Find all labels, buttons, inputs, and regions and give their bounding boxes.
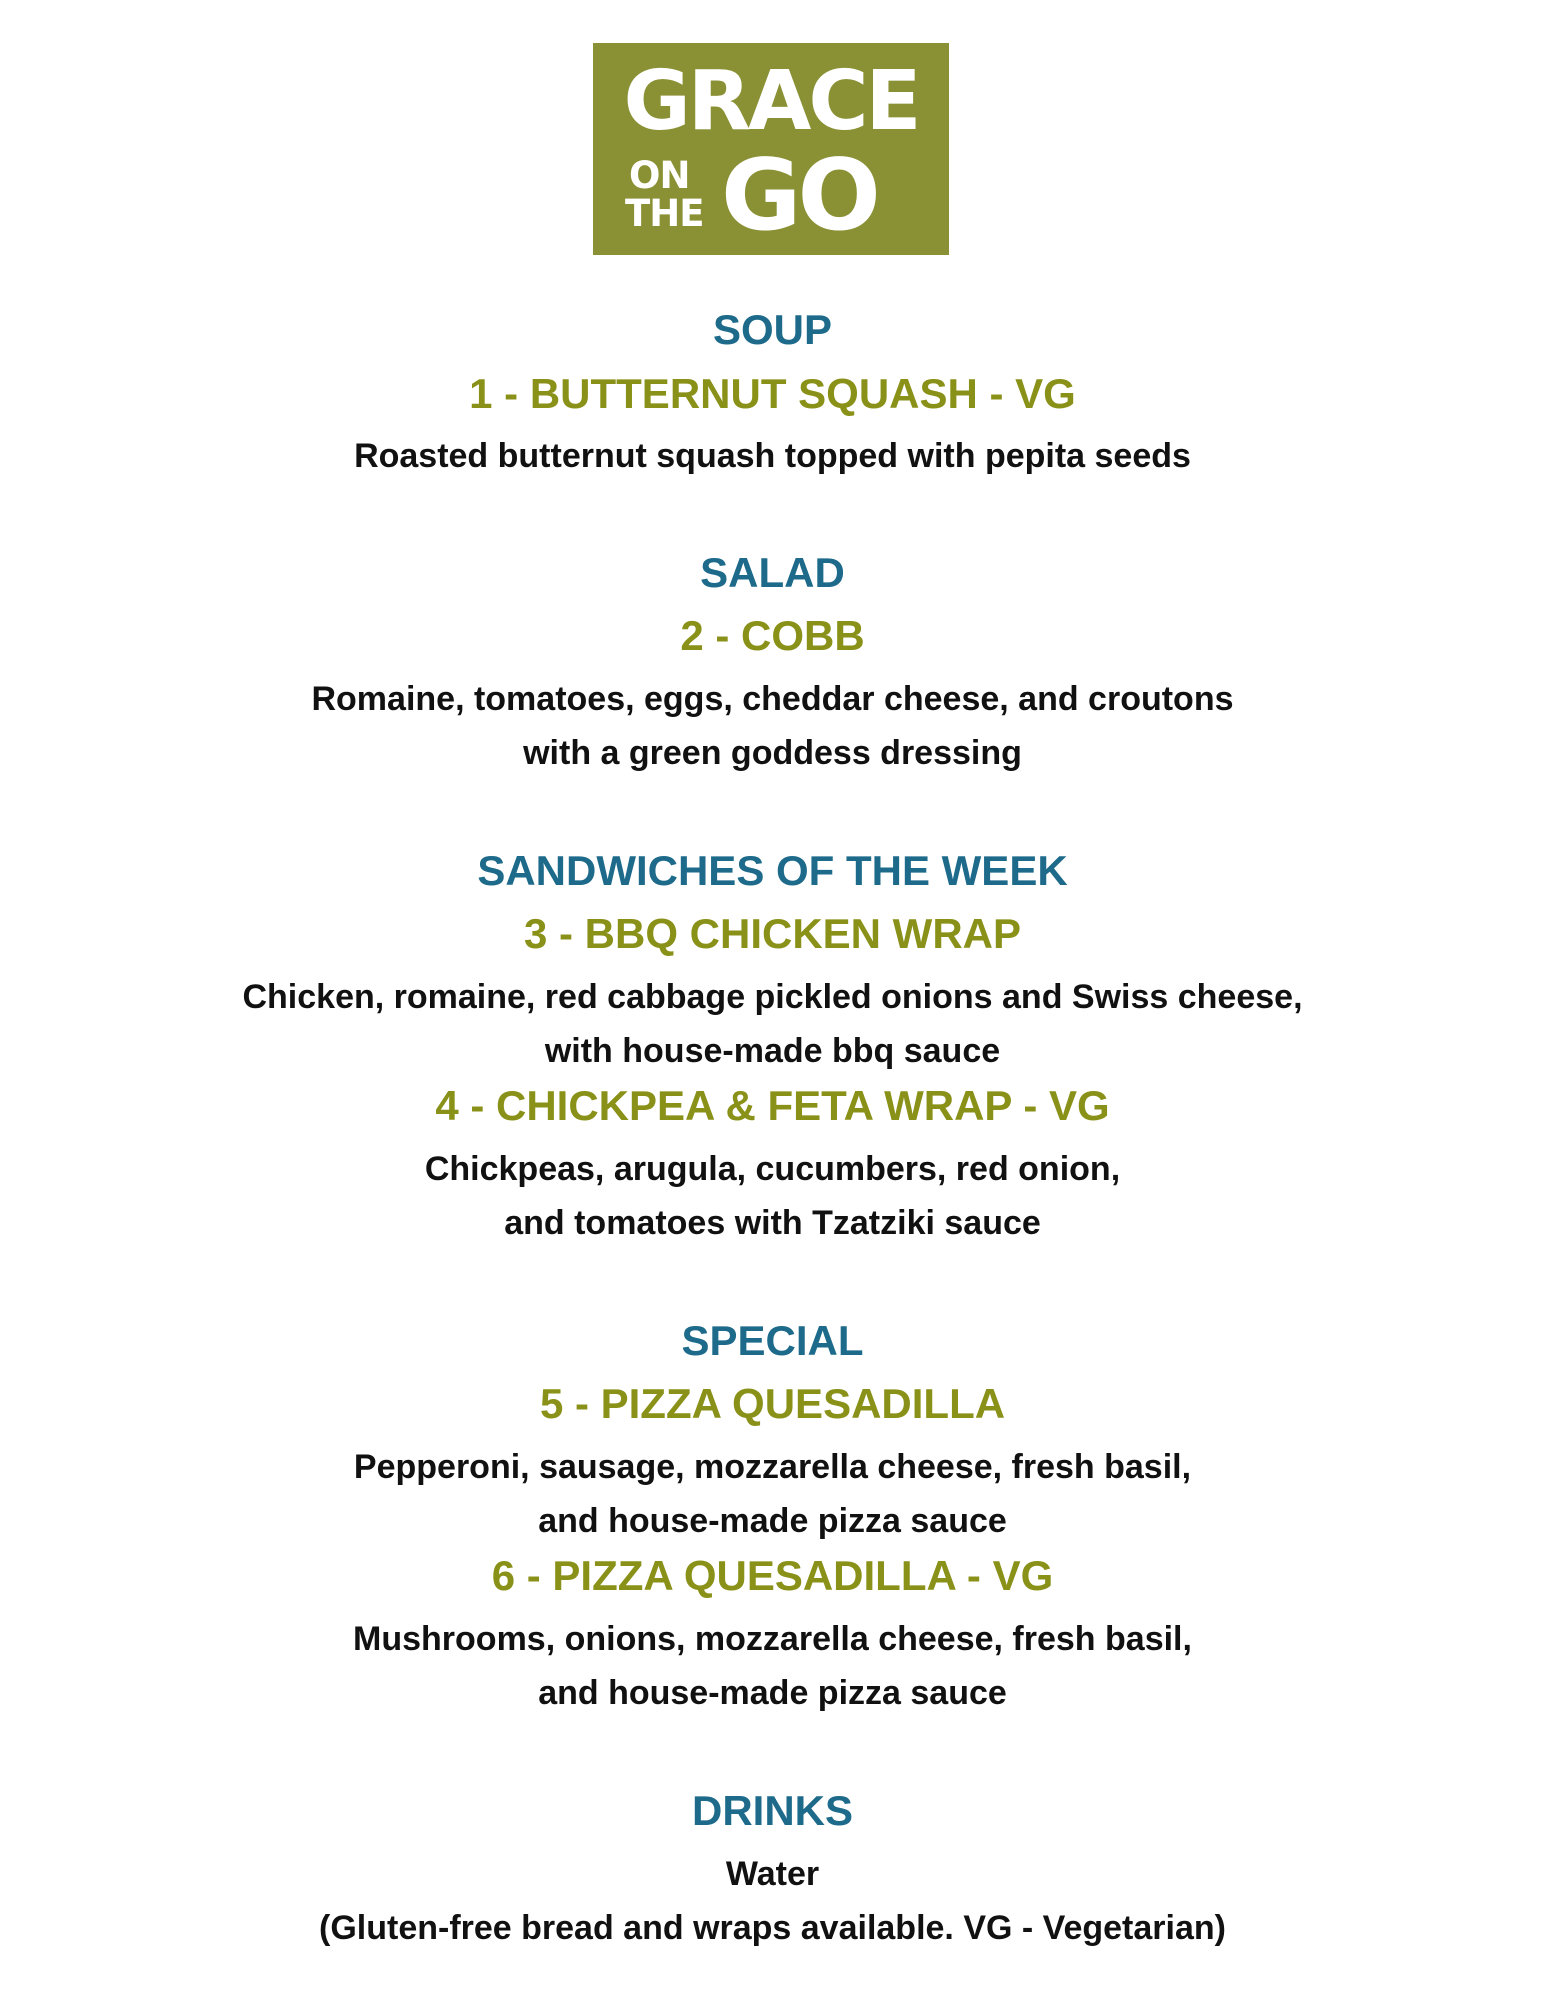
item-description-butternut-squash: Roasted butternut squash topped with pepita seeds xyxy=(354,437,1191,475)
item-description-pizza-quesadilla-vg-line-2: and house-made pizza sauce xyxy=(538,1674,1007,1712)
item-description-bbq-chicken-wrap-line-1: Chicken, romaine, red cabbage pickled onions and Swiss cheese, xyxy=(242,978,1303,1016)
item-description-cobb-line-1: Romaine, tomatoes, eggs, cheddar cheese, and croutons xyxy=(311,680,1234,718)
item-description-bbq-chicken-wrap-line-2: with house-made bbq sauce xyxy=(544,1032,1001,1070)
item-title-butternut-squash: 1 - BUTTERNUT SQUASH - VG xyxy=(469,370,1076,417)
logo-grace-text: GRACE xyxy=(623,54,919,149)
item-description-pizza-quesadilla-vg-line-1: Mushrooms, onions, mozzarella cheese, fresh basil, xyxy=(353,1620,1192,1658)
item-description-pizza-quesadilla-line-1: Pepperoni, sausage, mozzarella cheese, fresh basil, xyxy=(353,1448,1192,1486)
menu-footnote: (Gluten-free bread and wraps available. VG - Vegetarian) xyxy=(319,1909,1226,1947)
item-title-pizza-quesadilla: 5 - PIZZA QUESADILLA xyxy=(539,1380,1006,1427)
item-description-chickpea-feta-wrap-line-1: Chickpeas, arugula, cucumbers, red onion, xyxy=(424,1150,1121,1188)
drink-item-water: Water xyxy=(725,1855,820,1893)
section-title-sandwiches: SANDWICHES OF THE WEEK xyxy=(477,847,1068,894)
item-description-pizza-quesadilla-line-2: and house-made pizza sauce xyxy=(538,1502,1007,1540)
section-title-special: SPECIAL xyxy=(681,1317,864,1364)
item-title-bbq-chicken-wrap: 3 - BBQ CHICKEN WRAP xyxy=(523,910,1021,957)
section-title-drinks: DRINKS xyxy=(691,1787,853,1834)
logo-the-text: THE xyxy=(625,192,704,235)
item-description-chickpea-feta-wrap-line-2: and tomatoes with Tzatziki sauce xyxy=(504,1204,1041,1242)
item-title-pizza-quesadilla-vg: 6 - PIZZA QUESADILLA - VG xyxy=(491,1552,1054,1599)
logo-on-text: ON xyxy=(629,154,690,197)
section-title-salad: SALAD xyxy=(700,549,845,596)
section-title-soup: SOUP xyxy=(712,306,833,353)
grace-on-the-go-logo xyxy=(593,43,949,255)
item-description-cobb-line-2: with a green goddess dressing xyxy=(523,734,1022,772)
item-title-chickpea-feta-wrap: 4 - CHICKPEA & FETA WRAP - VG xyxy=(435,1082,1110,1129)
logo-go-text: GO xyxy=(721,139,877,253)
item-title-cobb: 2 - COBB xyxy=(680,612,865,659)
